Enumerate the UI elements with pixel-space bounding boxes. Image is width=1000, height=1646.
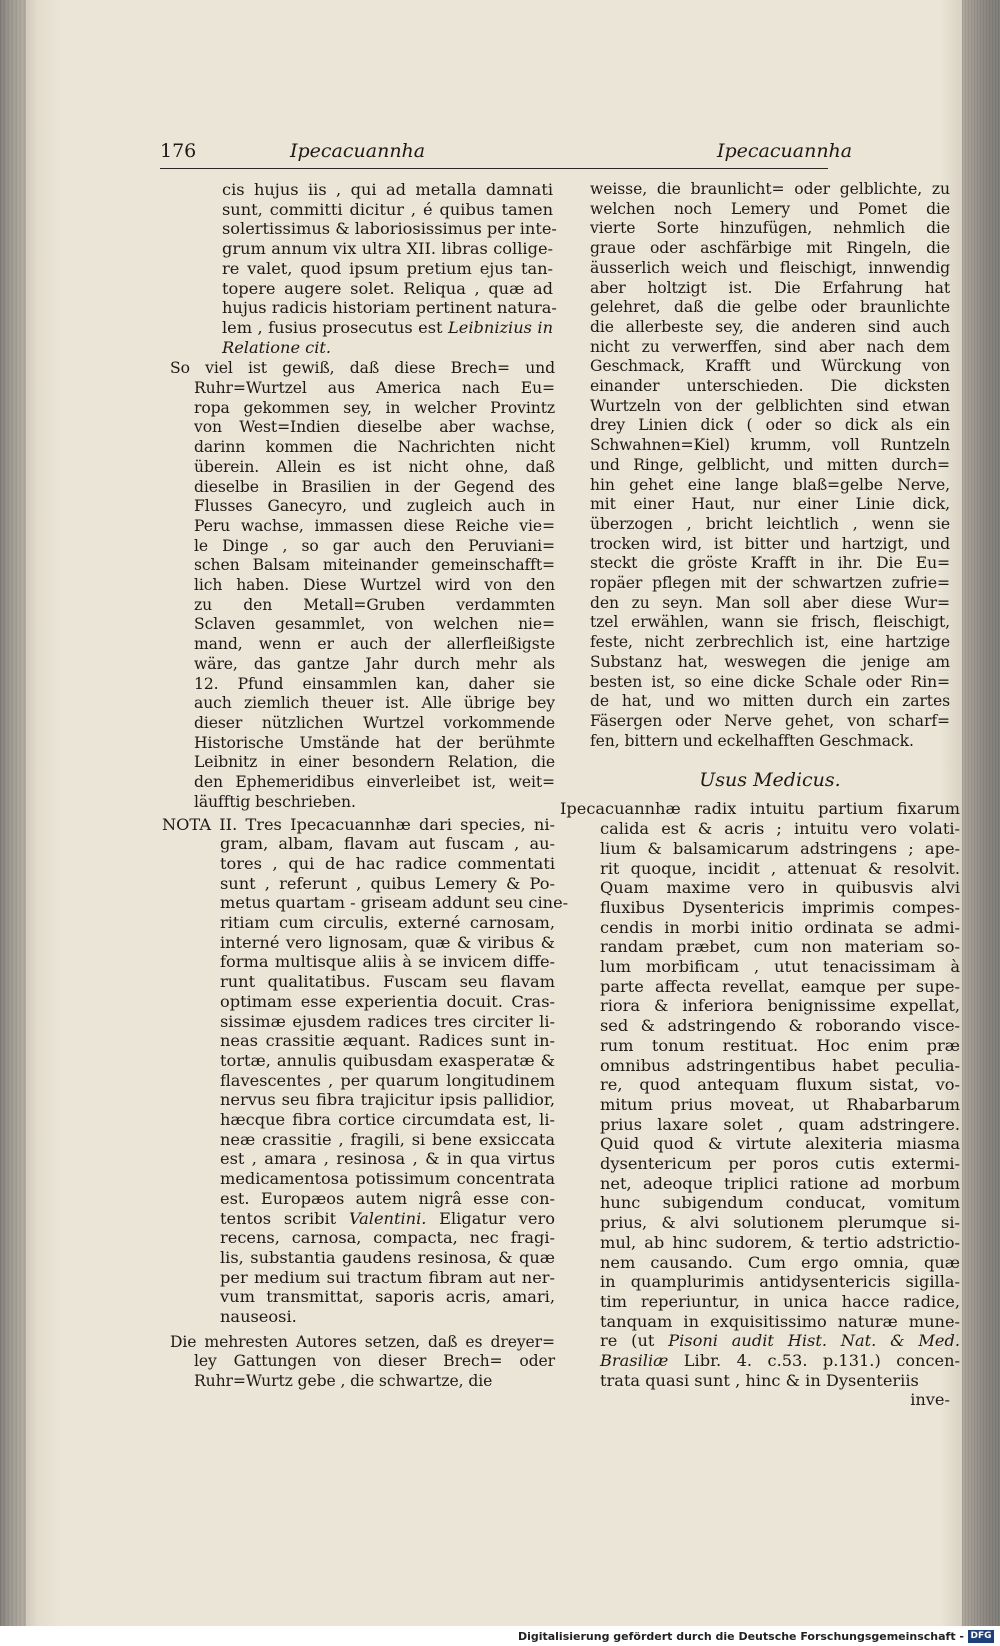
text-line: überzogen , bricht leichtlich , wenn sie [590,514,950,533]
text-line: lum morbificam , utut tenacissimam à [600,957,960,977]
text-line: trocken wird, ist bitter und hartzigt, und [590,534,950,553]
text-line: rum tonum restituat. Hoc enim præ [600,1035,960,1055]
text-line: Peru wachse, immassen diese Reiche vie= [194,516,555,535]
page-number: 176 [160,140,197,162]
german-paragraph-2 [170,1333,555,1392]
digitization-credit: Digitalisierung gefördert durch die Deutsche Forschungsgemeinschaft - [517,1630,964,1643]
text-line: randam præbet, cum non materiam so- [600,937,960,957]
text-line-body: II. Tres Ipecacuannhæ dari species, ni- [219,814,556,834]
text-line: schen Balsam miteinander gemeinschafft= [194,556,555,575]
text-line: Geschmack, Krafft und Würckung von [590,357,950,376]
text-line: sed & adstringendo & roborando visce- [600,1016,960,1036]
italic-name: Brasiliæ [600,1351,669,1371]
usus-paragraph [560,799,960,1390]
page-header [160,140,853,166]
text-line: per medium sui tractum fibram aut ner- [220,1267,555,1287]
text-line: weisse, die braunlicht= oder gelblichte, zu [590,180,950,198]
text-line: drey Linien dick ( oder so dick als ein [590,416,950,435]
text-line: Ruhr=Wurtz gebe , die schwartze, die [194,1372,493,1391]
text-line: lem , fusius prosecutus est Leibnizius in [222,317,553,337]
header-rule [160,168,828,169]
text-line: äusserlich weich und fleischigt, innwendig [590,258,950,277]
text-line: re (ut Pisoni audit Hist. Nat. & Med. [600,1331,960,1351]
latin-continuation [170,180,557,357]
text-line: lis, substantia gaudens resinosa, & quæ [220,1247,555,1267]
text-line: parte affecta revellat, eamque per supe- [600,976,960,996]
text-line: und Ringe, gelblicht, und mitten durch= [590,455,950,474]
italic-name: Pisoni audit Hist. Nat. & Med. [668,1331,960,1351]
text-line: Leibnitz in einer besondern Relation, die [194,753,555,772]
italic-name: Valentini. [348,1208,427,1228]
text-line: Brasiliæ Libr. 4. c.53. p.131.) concen- [600,1351,960,1371]
text-line: tim reperiuntur, in unica hacce radice, [600,1291,960,1311]
text-line: Quam maxime vero in quibusvis alvi [600,878,960,898]
text-line: ropa gekommen sey, in welcher Provintz [194,398,555,417]
text-line: solertissimus & laboriosissimus per inte- [222,219,557,239]
text-line [222,338,553,358]
text-line: Historische Umstände hat der berühmte [194,733,555,752]
text-line: den zu seyn. Man soll aber diese Wur= [590,593,950,612]
text-line: wäre, das gantze Jahr durch mehr als [194,654,555,673]
text-line: runt qualitatibus. Fuscam seu flavam [220,972,555,992]
text-line: Flusses Ganecyro, und zugleich auch in [194,497,555,516]
text-line: cis hujus iis , qui ad metalla damnati [222,180,553,199]
text-line: grum annum vix ultra XII. libras collige- [222,239,553,259]
text-line: Sclaven gesammlet, von welchen nie= [194,615,555,634]
text-line: re, quod antequam fluxum sistat, vo- [600,1075,960,1095]
text-line: neæ crassitie , fragili, si bene exsiccata [220,1129,555,1149]
text-line: tzel erwählen, wann sie frisch, fleischigt, [590,613,950,632]
text-line: in quamplurimis antidysentericis sigilla- [600,1272,960,1292]
text-line: nicht zu verwerffen, sind aber nach dem [590,337,950,356]
text-line: Die mehresten Autores setzen, daß es dreyer= [170,1332,555,1351]
text-line: sissimæ ejusdem radices tres circiter li- [220,1011,555,1031]
text-line: Quid quod & virtute alexiteria miasma [600,1134,960,1154]
text-line: mand, wenn er auch der allerfleißigste [194,635,555,654]
text-line: est , amara , resinosa , & in qua virtus [220,1149,555,1169]
section-title: Usus Medicus. [699,769,841,792]
italic-name: Relatione cit. [222,337,332,357]
text-line: darinn kommen die Nachrichten nicht [194,438,555,457]
text-line: Fäsergen oder Nerve gehet, von scharf= [590,711,950,730]
text-line: überein. Allein es ist nicht ohne, daß [194,457,555,476]
text-line: vierte Sorte hinzufügen, nehmlich die [590,219,950,238]
text-line: nem causando. Cum ergo omnia, quæ [600,1252,960,1272]
text-line: läufftig beschrieben. [194,792,356,811]
text-line: welchen noch Lemery und Pomet die [590,199,950,218]
text-line: trata quasi sunt , hinc & in Dysenteriis [600,1370,919,1390]
text-line: de hat, und wo mitten durch ein zartes [590,692,950,711]
text-line: hæcque fibra cortice circumdata est, li- [220,1110,555,1130]
text-line: den Ephemeridibus einverleibet ist, weit= [194,773,555,792]
german-paragraph [170,359,555,812]
text-line: Wurtzeln von der gelblichten sind etwan [590,396,950,415]
text-line: tores , qui de hac radice commentati [220,853,555,873]
text-line: mit einer Haut, nur einer Linie dick, [590,495,950,514]
text-line: interné vero lignosam, quæ & viribus & [220,932,555,952]
text-line: ley Gattungen von dieser Brech= oder [194,1352,555,1371]
text-line: Substanz hat, weswegen die jenige am [590,652,950,671]
right-column [560,180,960,1410]
text-line: nauseosi. [220,1307,297,1327]
text-line: hujus radicis historiam pertinent natura- [222,298,557,318]
nota-paragraph [162,814,569,1327]
text-line: ropäer pflegen mit der schwartzen zufrie= [590,574,950,593]
text-line: net, adeoque triplici ratione ad morbum [600,1173,960,1193]
text-line: mul, ab hinc sudorem, & tertio adstrictio- [600,1232,960,1252]
text-line: steckt die gröste Krafft in ihr. Die Eu= [590,554,950,573]
text-line: cendis in morbi initio ordinata se admi- [600,917,960,937]
text-line: fen, bittern und eckelhafften Geschmack. [590,731,914,750]
text-line: lium & balsamicarum adstringens ; ape- [600,838,960,858]
text-line: omnibus adstringentibus habet peculia- [600,1055,960,1075]
text-line: medicamentosa potissimum concentrata [220,1169,555,1189]
text-line: dysentericum per poros cutis extermi- [600,1154,960,1174]
footer-bar [0,1626,1000,1646]
text-line: vum transmittat, saporis acris, amari, [220,1287,555,1307]
text-line: graue oder aschfärbige mit Ringeln, die [590,239,950,258]
left-column [162,180,569,1392]
running-head-left: Ipecacuannha [290,140,426,162]
text-line: Schwahnen=Kiel) krumm, voll Runtzeln [590,436,950,455]
text-line: gelehret, daß die gelbe oder braunlichte [590,298,950,317]
text-line: est. Europæos autem nigrâ esse con- [220,1188,555,1208]
text-line: re valet, quod ipsum pretium ejus tan- [222,258,553,278]
italic-name: Leibnizius in [448,317,553,337]
text-line: sunt , referunt , quibus Lemery & Po- [220,873,555,893]
text-line [162,815,555,835]
text-line: auch ziemlich theuer ist. Alle übrige bey [194,694,555,713]
text-line: ritiam cum circulis, externé carnosam, [220,913,555,933]
text-line: sunt, committi dicitur , é quibus tamen [222,199,553,219]
text-line: forma multisque aliis à se invicem diffe- [220,952,555,972]
text-line: hunc subigendum conducat, vomitum [600,1193,960,1213]
text-line: aber holtzigt ist. Die Erfahrung hat [590,278,950,297]
dfg-logo: DFG [968,1630,994,1643]
text-line: gram, albam, flavam aut fuscam , au- [220,834,555,854]
text-line: prius, & alvi solutionem plerumque si- [600,1213,960,1233]
text-line: dieser nützlichen Wurtzel vorkommende [194,713,555,732]
text-line: lich haben. Diese Wurtzel wird von den [194,576,555,595]
text-line: besten ist, so eine dicke Schale oder Rin= [590,672,950,691]
text-line: neas crassitie æquant. Radices sunt in- [220,1031,555,1051]
text-line: metus quartam - griseam addunt seu cine- [220,893,569,913]
text-line: riora & inferiora benignissime expellat, [600,996,960,1016]
text-line: dieselbe in Brasilien in der Gegend des [194,477,555,496]
text-line: calida est & acris ; intuitu vero volati- [600,819,960,839]
text-line: tortæ, annulis quibusdam exasperatæ & [220,1050,555,1070]
german-continuation [590,180,950,751]
text-line: tanquam in exquisitissimo naturæ mune- [600,1311,960,1331]
text-line: recens, carnosa, compacta, nec fragi- [220,1228,555,1248]
text-line: von West=Indien dieselbe aber wachse, [194,418,555,437]
text-line: optimam esse experientia docuit. Cras- [220,991,555,1011]
text-line: tentos scribit Valentini. Eligatur vero [220,1208,555,1228]
catchword: inve- [910,1390,950,1410]
text-line: fluxibus Dysentericis imprimis compes- [600,897,960,917]
text-line: So viel ist gewiß, daß diese Brech= und [170,359,555,378]
text-line: Ruhr=Wurtzel aus America nach Eu= [194,379,555,398]
text-line: feste, nicht zerbrechlich ist, eine hartzige [590,633,950,652]
text-line: einander unterschieden. Die dicksten [590,377,950,396]
text-line: zu den Metall=Gruben verdammten [194,595,555,614]
text-line: 12. Pfund einsammlen kan, daher sie [194,674,555,693]
text-line: topere augere solet. Reliqua , quæ ad [222,278,553,298]
text-line: hin gehet eine lange blaß=gelbe Nerve, [590,475,950,494]
running-head-right: Ipecacuannha [717,140,853,162]
text-line: Ipecacuannhæ radix intuitu partium fixarum [560,799,960,819]
text-line: prius laxare solet , quam adstringere. [600,1114,960,1134]
text-line: mitum prius moveat, ut Rhabarbarum [600,1094,960,1114]
nota-label: NOTA [162,814,220,834]
text-line: nervus seu fibra trajicitur ipsis pallidior, [220,1090,555,1110]
text-line: rit quoque, incidit , attenuat & resolvit. [600,858,960,878]
text-line: flavescentes , per quarum longitudinem [220,1070,555,1090]
text-line: die allerbeste sey, die anderen sind auch [590,317,950,336]
text-line: le Dinge , so gar auch den Peruviani= [194,536,555,555]
